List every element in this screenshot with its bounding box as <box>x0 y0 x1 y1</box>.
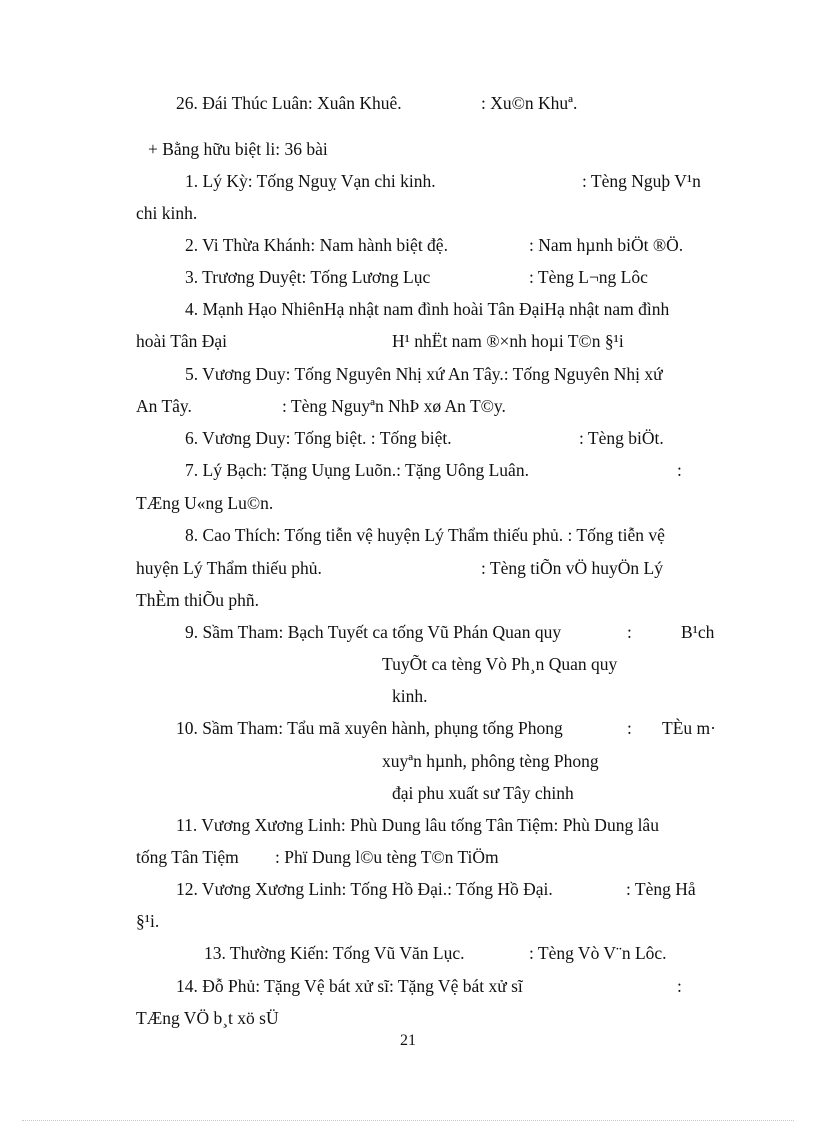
text-line: 12. Vương Xương Linh: Tống Hồ Đại.: Tống Hồ Đại. <box>176 879 553 899</box>
text-line-transliteration: TÆng VÖ b¸t xö sÜ <box>136 1008 279 1028</box>
text-line-colon: : <box>677 976 682 996</box>
text-line-transliteration: : Tèng Nguyªn NhÞ xø An T©y. <box>282 396 506 416</box>
text-line: 5. Vương Duy: Tống Nguyên Nhị xứ An Tây.: Tống Nguyên Nhị xứ <box>185 364 663 384</box>
text-line: 10. Sầm Tham: Tẩu mã xuyên hành, phụng tống Phong <box>176 718 563 738</box>
text-line: 26. Đái Thúc Luân: Xuân Khuê. <box>176 93 402 113</box>
text-line: 13. Thường Kiến: Tống Vũ Văn Lục. <box>204 943 465 963</box>
text-line-transliteration: §¹i. <box>136 911 160 931</box>
text-line: TÆng U«ng Lu©n. <box>136 493 274 513</box>
text-line-transliteration: : Tèng Vò V¨n Lôc. <box>529 943 667 963</box>
text-line: 14. Đỗ Phủ: Tặng Vệ bát xử sĩ: Tặng Vệ bát xử sĩ <box>176 976 523 996</box>
text-line-transliteration: B¹ch <box>681 622 715 642</box>
text-line-transliteration: : Tèng tiÕn vÖ huyÖn Lý <box>481 558 663 578</box>
text-line-transliteration: xuyªn hµnh, phông tèng Phong <box>382 751 599 771</box>
text-line: 1. Lý Kỳ: Tống Nguỵ Vạn chi kinh. <box>185 171 436 191</box>
page-number: 21 <box>400 1032 416 1049</box>
text-line: 2. Vi Thừa Khánh: Nam hành biệt đệ. <box>185 235 448 255</box>
text-line-transliteration: H¹ nhËt nam ®×nh hoµi T©n §¹i <box>392 331 624 351</box>
text-line: tống Tân Tiệm <box>136 847 239 867</box>
text-line-transliteration: : Phï Dung l©u tèng T©n TiÖm <box>275 847 499 867</box>
text-line: 4. Mạnh Hạo NhiênHạ nhật nam đình hoài Tân ĐạiHạ nhật nam đình <box>185 299 670 319</box>
text-line-colon: : <box>627 718 632 738</box>
text-line: 8. Cao Thích: Tống tiễn vệ huyện Lý Thẩm thiếu phủ. : Tống tiễn vệ <box>185 525 665 545</box>
text-line-transliteration: : Tèng biÖt. <box>579 428 664 448</box>
text-line: chi kinh. <box>136 203 198 223</box>
text-line-transliteration: : <box>677 460 682 480</box>
text-line-transliteration: kinh. <box>392 686 428 706</box>
text-line-transliteration: : Xu©n Khuª. <box>481 93 578 113</box>
text-line: An Tây. <box>136 396 192 416</box>
text-line: 11. Vương Xương Linh: Phù Dung lâu tống Tân Tiệm: Phù Dung lâu <box>176 815 659 835</box>
footer-divider <box>22 1120 794 1121</box>
text-line-transliteration: : Tèng Nguþ V¹n <box>582 171 701 191</box>
text-line-transliteration: : Tèng L¬ng Lôc <box>529 267 648 287</box>
text-line-transliteration: : Tèng Hå <box>626 879 696 899</box>
text-line: ThÈm thiÕu phñ. <box>136 590 259 610</box>
text-line: đại phu xuất sư Tây chinh <box>392 783 574 803</box>
text-line: 7. Lý Bạch: Tặng Uụng Luõn.: Tặng Uông Luân. <box>185 460 529 480</box>
text-line-transliteration: : Nam hµnh biÖt ®Ö. <box>529 235 684 255</box>
text-line: 6. Vương Duy: Tống biệt. : Tống biệt. <box>185 428 452 448</box>
text-line-colon: : <box>627 622 632 642</box>
text-line-transliteration: TuyÕt ca tèng Vò Ph¸n Quan quy <box>382 654 618 674</box>
text-line: 9. Sầm Tham: Bạch Tuyết ca tống Vũ Phán Quan quy <box>185 622 562 642</box>
text-line: hoài Tân Đại <box>136 331 228 351</box>
text-line-transliteration: TÈu m· <box>662 718 716 738</box>
section-heading: + Bằng hữu biệt li: 36 bài <box>148 139 328 159</box>
text-line: 3. Trương Duyệt: Tống Lương Lục <box>185 267 431 287</box>
text-line: huyện Lý Thẩm thiếu phủ. <box>136 558 322 578</box>
